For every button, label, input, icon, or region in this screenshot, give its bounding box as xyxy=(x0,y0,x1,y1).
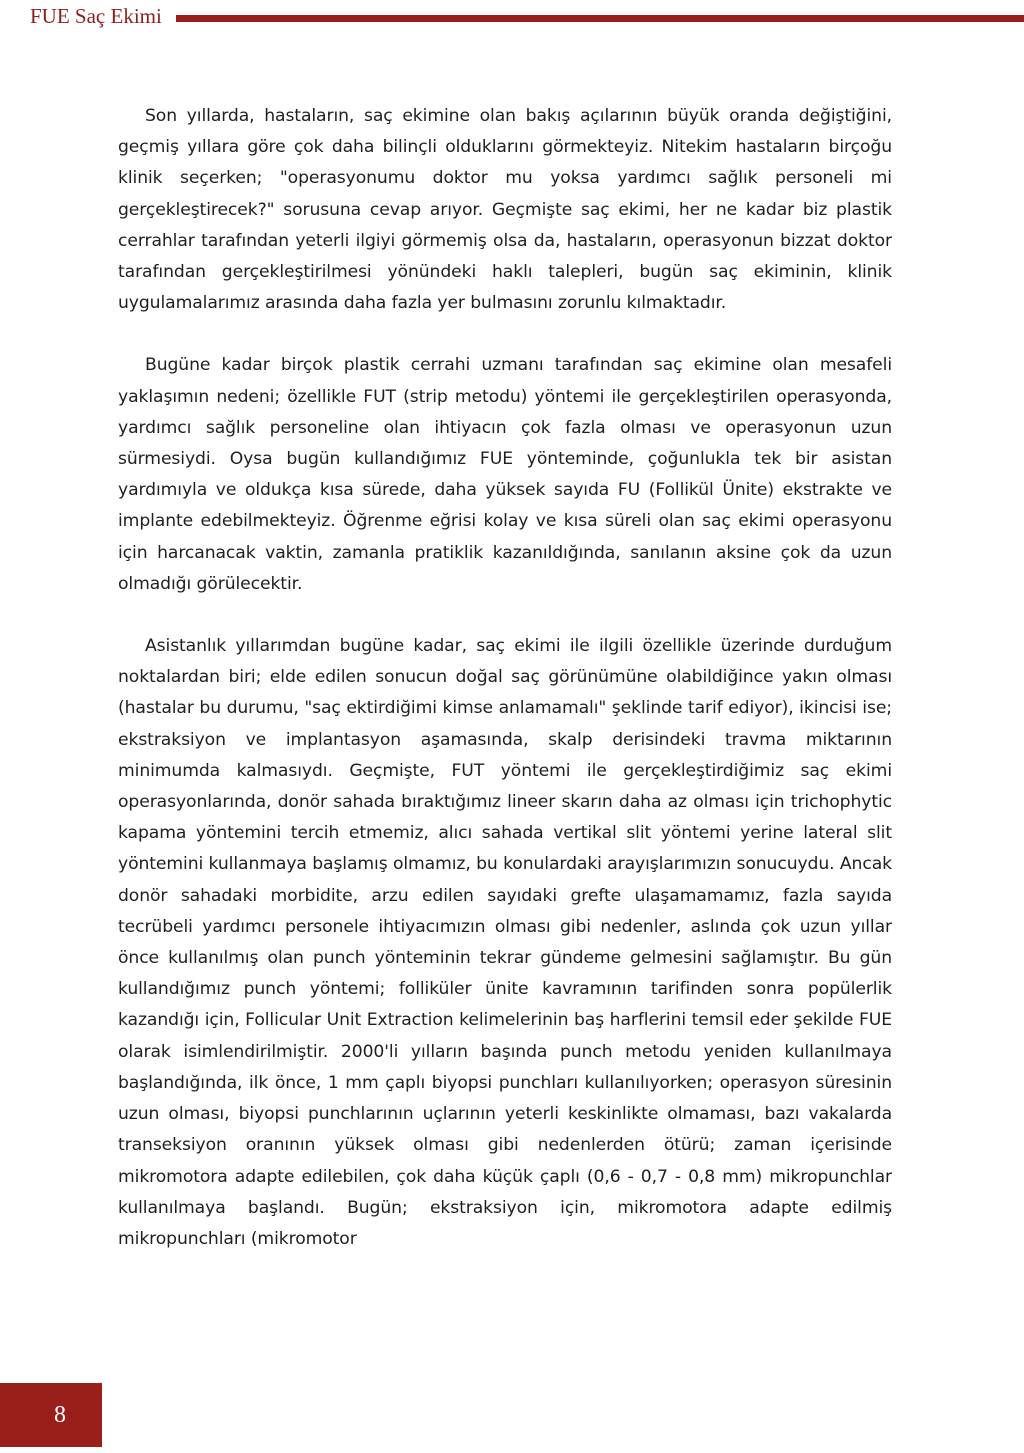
paragraph-1: Son yıllarda, hastaların, saç ekimine olan bakış açılarının büyük oranda değiştiğini, geçmiş yıllara göre çok daha bilinçli olduklarını görmekteyiz. Nitekim hastaların birçoğu klinik seçerken; "operasyonumu doktor mu yoksa yardımcı sağlık personeli mi gerçekleştirecek?" sorusuna cevap arıyor. Geçmişte saç ekimi, her ne kadar biz plastik cerrahlar tarafından yeterli ilgiyi görmemiş olsa da, hastaların, operasyonun bizzat doktor tarafından gerçekleştirilmesi yönündeki haklı talepleri, bugün saç ekiminin, klinik uygulamalarımız arasında daha fazla yer bulmasını zorunlu kılmaktadır. xyxy=(118,106,892,314)
body-text xyxy=(118,101,892,1255)
header-rule-divider xyxy=(176,15,1024,22)
running-header xyxy=(0,0,1024,40)
running-header-title: FUE Saç Ekimi xyxy=(30,4,162,28)
paragraph-2: Bugüne kadar birçok plastik cerrahi uzmanı tarafından saç ekimine olan mesafeli yaklaşımın nedeni; özellikle FUT (strip metodu) yöntemi ile gerçekleştirilen operasyonda, yardımcı sağlık personeline olan ihtiyacın çok fazla olması ve operasyonun uzun sürmesiydi. Oysa bugün kullandığımız FUE yönteminde, çoğunlukla tek bir asistan yardımıyla ve oldukça kısa sürede, daha yüksek sayıda FU (Follikül Ünite) ekstrakte ve implante edebilmekteyiz. Öğrenme eğrisi kolay ve kısa süreli olan saç ekimi operasyonu için harcanacak vaktin, zamanla pratiklik kazanıldığında, sanılanın aksine çok da uzun olmadığı görülecektir. xyxy=(118,355,892,594)
page-number-tab xyxy=(0,1383,102,1447)
paragraph-3: Asistanlık yıllarımdan bugüne kadar, saç ekimi ile ilgili özellikle üzerinde durduğum noktalardan biri; elde edilen sonucun doğal saç görünümüne olabildiğince yakın olması (hastalar bu durumu, "saç ektirdiğimi kimse anlamamalı" şeklinde tarif ediyor), ikincisi ise; ekstraksiyon ve implantasyon aşamasında, skalp derisindeki travma miktarının minimumda kalmasıydı. Geçmişte, FUT yöntemi ile gerçekleştirdiğimiz saç ekimi operasyonlarında, donör sahada bıraktığımız lineer skarın daha az olması için trichophytic kapama yöntemini tercih etmemiz, alıcı sahada vertikal slit yöntemi yerine lateral slit yöntemini kullanmaya başlamış olmamız, bu konulardaki arayışlarımızın sonucuydu. Ancak donör sahadaki morbidite, arzu edilen sayıdaki grefte ulaşamamamız, fazla sayıda tecrübeli yardımcı personele ihtiyacımızın olması gibi nedenler, aslında çok uzun yıllar önce kullanılmış olan punch yönteminin tekrar gündeme gelmesini sağlamıştır. Bu gün kullandığımız punch yöntemi; folliküler ünite kavramının tarifinden sonra popülerlik kazandığı için, Follicular Unit Extraction kelimelerinin baş harflerini temsil eder şekilde FUE olarak isimlendirilmiştir. 2000'li yılların başında punch metodu yeniden kullanılmaya başlandığında, ilk önce, 1 mm çaplı biyopsi punchları kullanılıyorken; operasyon süresinin uzun olması, biyopsi punchlarının uçlarının yeterli keskinlikte olmaması, bazı vakalarda transeksiyon oranının yüksek olması gibi nedenlerden ötürü; zaman içerisinde mikromotora adapte edilebilen, çok daha küçük çaplı (0,6 - 0,7 - 0,8 mm) mikropunchlar kullanılmaya başlandı. Bugün; ekstraksiyon için, mikromotora adapte edilmiş mikropunchları (mikromotor xyxy=(118,636,892,1249)
page-number: 8 xyxy=(54,1401,66,1428)
